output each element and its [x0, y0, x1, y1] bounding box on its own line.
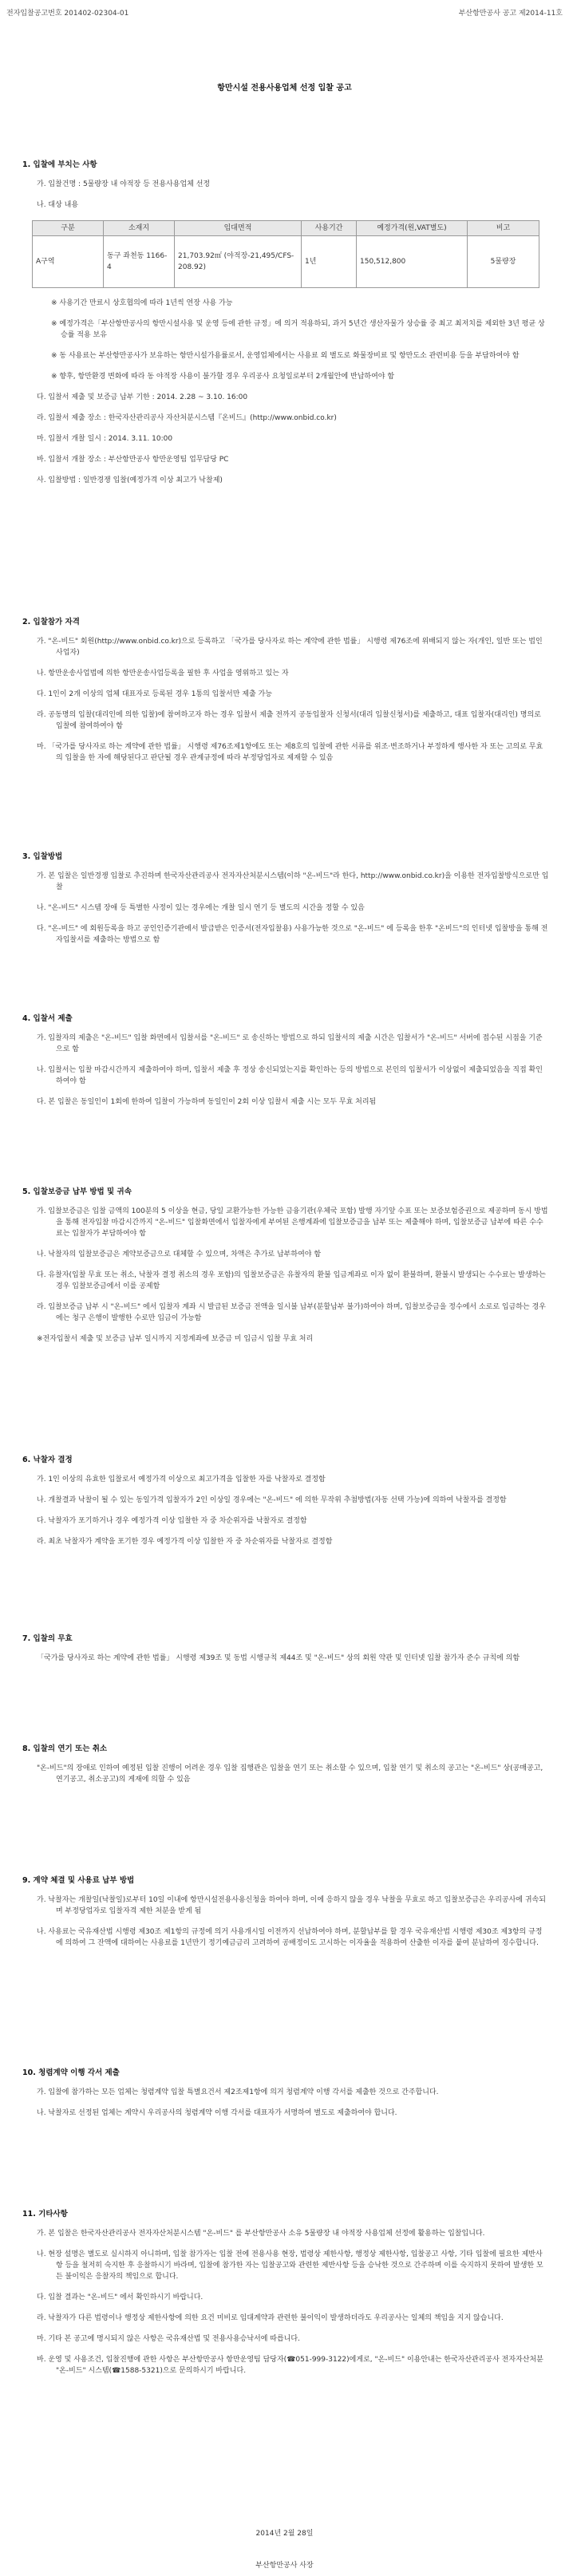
page-title: 항만시설 전용사용업체 선정 입찰 공고: [217, 84, 352, 93]
note: ※ 향후, 항만환경 변화에 따라 동 야적장 사용이 불가할 경우 우리공사 요청일로부터 2개월안에 반납하여야 함: [51, 373, 395, 381]
item-na: 나. 개찰결과 낙찰이 될 수 있는 동일가격 입찰자가 2인 이상일 경우에는 "온-비드" 에 의한 무작위 추첨방법(자동 선택 가능)에 의하여 낙찰자를 결정함: [37, 1496, 507, 1504]
section-heading: 2. 입찰참가 자격: [22, 618, 80, 626]
section-9: [22, 1875, 549, 1958]
item-ra: 라. 입찰서 제출 장소 : 한국자산관리공사 자산처분시스템『온비드』(http://www.onbid.co.kr): [37, 414, 337, 422]
table-row: [33, 236, 539, 288]
announcement-number: 부산항만공사 공고 제2014-11호: [458, 10, 563, 18]
section-heading: 8. 입찰의 연기 또는 취소: [22, 1744, 108, 1753]
document-header: [6, 8, 563, 19]
cell: 5물량장: [468, 236, 539, 288]
item-da: 다. "온-비드" 에 회원등록을 하고 공인인증기관에서 발급받은 인증서(전자입찰용) 사용가능한 것으로 "온-비드" 에 등록을 한후 "온비드"의 인터넷 입찰방을 통해 전자입찰서를 제출하는 방법으로 함: [37, 925, 548, 944]
item-na: 나. 대상 내용: [37, 201, 79, 209]
cell: 150,512,800: [357, 236, 468, 288]
item-ga: 가. 본 입찰은 일반경쟁 입찰로 추진하며 한국자산관리공사 전자자산처분시스템(이하 "온-비드"라 한다, http://www.onbid.co.kr)을 이용한 전자입찰방식으로만 입찰: [37, 872, 549, 891]
item-sa: 사. 입찰방법 : 일반경쟁 입찰(예정가격 이상 최고가 낙찰제): [37, 476, 223, 484]
item-na: 나. 낙찰자의 입찰보증금은 계약보증금으로 대체할 수 있으며, 차액은 추가로 납부하여야 함: [37, 1250, 322, 1258]
item-ga: 가. 입찰자의 제출은 "온-비드" 입찰 화면에서 입찰서를 "온-비드" 로 송신하는 방법으로 하되 입찰서의 제출 시간은 입찰서가 "온-비드" 서버에 접수된 시점을 기준으로 함: [37, 1034, 543, 1053]
col-header: 사용기간: [302, 221, 357, 236]
note: ※ 동 사용료는 부산항만공사가 보유하는 항만시설가용률로서, 운영업체에서는 사용료 외 별도로 화물장비료 및 항만도소 관련비용 등을 부담하여야 함: [51, 352, 520, 360]
section-7: [22, 1634, 549, 1673]
item-ba: 바. 운영 및 사용조건, 입찰진행에 관한 사항은 부산항만공사 항만운영팀 담당자(☎051-999-3122)에게로, "온-비드" 이용안내는 한국자산관리공사 전자자산처분 "온-비드" 시스템(☎1588-5321)으로 문의하시기 바랍니다.: [37, 2356, 543, 2375]
note: ※ 예정가격은「부산항만공사의 항만시설사용 및 운영 등에 관한 규정」에 의거 적용하되, 과거 5년간 생산자물가 상승률 중 최고 최저치를 제외한 3년 평균 상승률 적용 보유: [51, 320, 545, 339]
body: 「국가를 당사자로 하는 계약에 관한 법률」 시행령 제39조 및 동법 시행규칙 제44조 및 "온-비드" 상의 회원 약관 및 인터넷 입찰 참가자 준수 규칙에 의함: [37, 1654, 520, 1662]
item-ra: 라. 입찰보증금 납부 시 "온-비드" 에서 입찰자 계좌 시 발급된 보증금 전액을 일시불 납부(분할납부 불가)하여야 하며, 입찰보증금을 정수에서 소로로 입금하는 경우에는 청구 은행이 발행한 수로만 입금이 가능함: [37, 1303, 546, 1322]
item-da: 다. 입찰 결과는 "온-비드" 에서 확인하시기 바랍니다.: [37, 2294, 203, 2301]
section-3: [22, 851, 549, 955]
cell: 동구 좌천동 1166-4: [104, 236, 175, 288]
item-ga: 가. 낙찰자는 개찰일(낙찰일)로부터 10일 이내에 항만시설전용사용신청을 하여야 하며, 이에 응하지 않을 경우 낙찰을 무효로 하고 입찰보증금은 우리공사에 귀속되며 부정당업자로 입찰자격 제한 처분을 받게 됨: [37, 1896, 546, 1915]
cell: 21,703.92㎡ (야적장-21,495/CFS-208.92): [175, 236, 302, 288]
item-ga: 가. "온-비드" 회원(http://www.onbid.co.kr)으로 등록하고 「국가를 당사자로 하는 계약에 관한 법률」 시행령 제76조에 위배되지 않는 자(개인, 일반 또는 법인사업자): [37, 638, 543, 657]
item-da: 다. 유찰자(입찰 무효 또는 취소, 낙찰자 결정 취소의 경우 포함)의 입찰보증금은 유찰자의 환불 입금계좌로 이자 없이 환불하며, 환불시 발생되는 수수료는 발생하는 경우 입찰보증금에서 이를 공제함: [37, 1271, 546, 1290]
item-na: 나. 항만운송사업법에 의한 항만운송사업등록을 필한 후 사업을 영위하고 있는 자: [37, 670, 289, 678]
body: "온-비드"의 장애로 인하여 예정된 입찰 진행이 어려운 경우 입찰 집행관은 입찰을 연기 또는 취소할 수 있으며, 입찰 연기 및 취소의 공고는 "온-비드" 상(공매공고, 연기공고, 취소공고)의 게재에 의할 수 있음: [37, 1764, 543, 1784]
target-table: [32, 220, 539, 288]
item-da: 다. 1인이 2개 이상의 업체 대표자로 등록된 경우 1통의 입찰서만 제출 가능: [37, 690, 272, 698]
col-header: 구분: [33, 221, 104, 236]
section-2: [22, 617, 549, 773]
section-10: [22, 2068, 549, 2128]
section-heading: 10. 청렴계약 이행 각서 제출: [22, 2068, 120, 2077]
section-11: [22, 2209, 549, 2386]
section-heading: 6. 낙찰자 결정: [22, 1456, 73, 1464]
section-5: [22, 1187, 549, 1354]
item-na: 나. 현장 설명은 별도로 실시하지 아니하며, 입찰 참가자는 입찰 전에 전용사용 현장, 법령상 제한사항, 행정상 제한사항, 입찰공고 사항, 기타 입찰에 필요한 제반사항 등을 철저히 숙지한 후 응찰하시기 바라며, 입찰에 참가한 자는 입찰공고와 관련한 제반사항 등을 승낙한 것으로 간주하며 이를 숙지하지 못하여 발생한 모든 불이익은 응찰자의 책임으로 합니다.: [37, 2250, 543, 2281]
section-heading: 11. 기타사항: [22, 2210, 68, 2218]
col-header: 예정가격(원,VAT별도): [357, 221, 468, 236]
item-na: 나. 사용료는 국유재산법 시행령 제30조 제1항의 규정에 의거 사용개시일 이전까지 선납하여야 하며, 분할납부를 할 경우 국유재산법 시행령 제30조 제3항의 규정에 의하여 그 잔액에 대하여는 사용료를 1년만기 정기예금금리 고려하여 공배정이도 고시하는 이자율을 적용하여 산출한 이자를 붙여 분납하여 징수합니다.: [37, 1928, 543, 1947]
cell: A구역: [33, 236, 104, 288]
section-1: [22, 160, 549, 496]
section-heading: 5. 입찰보증금 납부 방법 및 귀속: [22, 1187, 132, 1196]
item-ra: 라. 최초 낙찰자가 계약을 포기한 경우 예정가격 이상 입찰한 자 중 차순위자를 낙찰자로 결정함: [37, 1538, 333, 1546]
item-ba: 바. 입찰서 개찰 장소 : 부산항만공사 항만운영팀 업무담당 PC: [37, 456, 229, 464]
item-da: 다. 입찰서 제출 및 보증금 납부 기한 : 2014. 2.28 ~ 3.10. 16:00: [37, 393, 248, 401]
col-header: 소재지: [104, 221, 175, 236]
note: ※전자입찰서 제출 및 보증금 납부 일시까지 지정계좌에 보증금 미 입금시 입찰 무효 처리: [37, 1335, 314, 1343]
announcement-date: 2014년 2월 28일: [255, 2530, 314, 2538]
section-8: [22, 1744, 549, 1795]
col-header: 비고: [468, 221, 539, 236]
item-na: 나. 낙찰자로 선정된 업체는 계약시 우리공사의 청렴계약 이행 각서를 대표자가 서명하여 별도로 제출하여야 합니다.: [37, 2109, 397, 2117]
item-ga: 가. 입찰건명 : 5물량장 내 야적장 등 전용사용업체 선정: [37, 180, 211, 188]
item-ma: 마. 「국가를 당사자로 하는 계약에 관한 법률」 시행령 제76조제1항에도 또는 제8호의 입찰에 관한 서류를 위조·변조하거나 부정하게 행사한 자 또는 고의로 무효의 입찰을 한 자에 해당된다고 판단될 경우 관계규정에 따라 부정당업자로 제재할 수 있음: [37, 743, 543, 762]
item-ga: 가. 1인 이상의 유효한 입찰로서 예정가격 이상으로 최고가격을 입찰한 자를 낙찰자로 결정함: [37, 1476, 326, 1484]
item-da: 다. 본 입찰은 동일인이 1회에 한하여 입찰이 가능하며 동일인이 2회 이상 입찰서 제출 시는 모두 무효 처리됨: [37, 1098, 377, 1106]
item-ra: 라. 공동명의 입찰(대리인에 의한 입찰)에 참여하고자 하는 경우 입찰서 제출 전까지 공동입찰자 신청서(대리 입찰신청서)를 제출하고, 대표 입찰자(대리인) 명의로 입찰에 참여하여야 함: [37, 711, 541, 730]
section-heading: 1. 입찰에 부치는 사항: [22, 160, 97, 169]
item-da: 다. 낙찰자가 포기하거나 경우 예정가격 이상 입찰한 자 중 차순위자를 낙찰자로 결정함: [37, 1517, 307, 1525]
item-ga: 가. 본 입찰은 한국자산관리공사 전자자산처분시스템 "온-비드" 를 부산항만공사 소유 5물량장 내 야적장 사용업체 선정에 활용하는 입찰입니다.: [37, 2230, 485, 2238]
issuer: 부산항만공사 사장: [255, 2562, 314, 2570]
section-heading: 4. 입찰서 제출: [22, 1014, 73, 1023]
item-ma: 마. 기타 본 공고에 명시되지 않은 사항은 국유재산법 및 전용사용승낙서에 따릅니다.: [37, 2335, 300, 2343]
item-ga: 가. 입찰에 참가하는 모든 업체는 청렴계약 입찰 특별요건서 제2조제1항에 의거 청렴계약 이행 각서를 제출한 것으로 간주합니다.: [37, 2088, 439, 2096]
note: ※ 사용기간 만료시 상호협의에 따라 1년씩 연장 사용 가능: [51, 299, 233, 307]
item-ga: 가. 입찰보증금은 입찰 금액의 100분의 5 이상을 현금, 당일 교환가능한 가능한 금융기관(우체국 포함) 발행 자기앞 수표 또는 보증보험증권으로 제공하며 동시 방법을 통해 전자입찰 마감시간까지 "온-비드" 입찰화면에서 입찰자에게 부여된 은행계좌에 입찰보증금을 납부 또는 제출해야 하며, 입찰보증금 납부에 따른 수수료는 입찰자가 부담하여야 함: [37, 1207, 548, 1238]
col-header: 임대면적: [175, 221, 302, 236]
cell: 1년: [302, 236, 357, 288]
item-ra: 라. 낙찰자가 다른 법령이나 행정상 제한사항에 의한 요건 미비로 임대계약과 관련한 불이익이 발생하더라도 우리공사는 일체의 책임을 지지 않습니다.: [37, 2314, 504, 2322]
section-4: [22, 1013, 549, 1117]
section-heading: 7. 입찰의 무효: [22, 1634, 73, 1643]
section-heading: 3. 입찰방법: [22, 852, 63, 861]
notice-number: 전자입찰공고번호 201402-02304-01: [6, 10, 129, 18]
section-6: [22, 1455, 549, 1557]
section-heading: 9. 계약 체결 및 사용료 납부 방법: [22, 1876, 135, 1885]
item-ma: 마. 입찰서 개찰 일시 : 2014. 3.11. 10:00: [37, 435, 173, 443]
item-na: 나. "온-비드" 시스템 장애 등 특별한 사정이 있는 경우에는 개찰 일시 연기 등 별도의 시간을 정할 수 있음: [37, 904, 365, 912]
item-na: 나. 입찰서는 입찰 마감시간까지 제출하여야 하며, 입찰서 제출 후 정상 송신되었는지를 확인하는 등의 방법으로 본인의 입찰서가 이상없이 제출되었음을 직접 확인하여야 함: [37, 1066, 543, 1085]
